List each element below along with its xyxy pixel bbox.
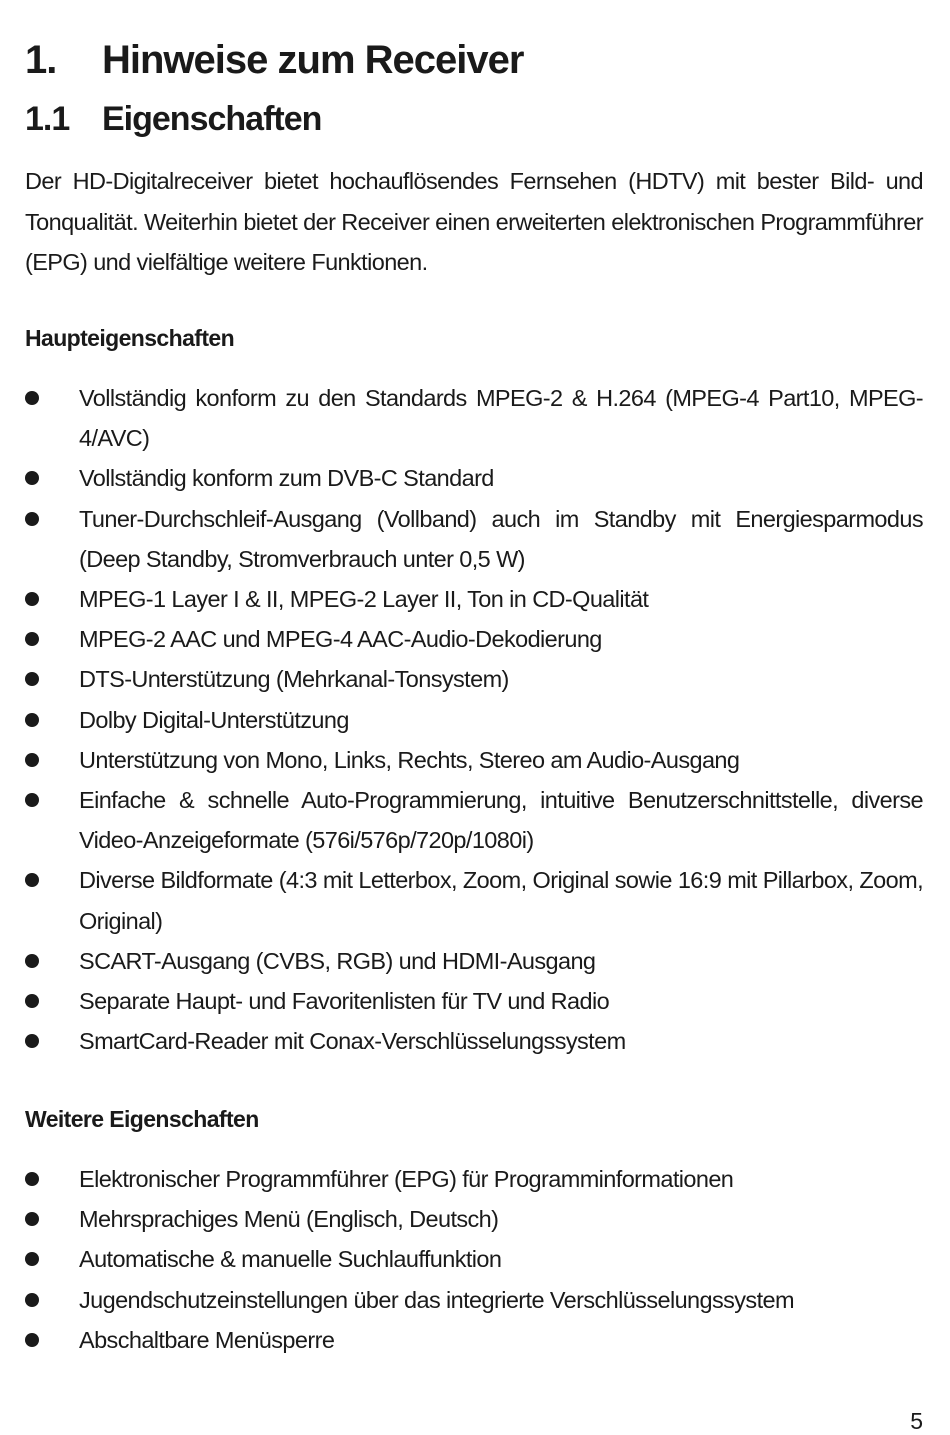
bullet-icon: [25, 1333, 39, 1347]
bullet-icon: [25, 793, 39, 807]
main-features-heading: Haupteigenschaften: [25, 325, 235, 351]
more-features-list: [25, 1159, 923, 1360]
list-item: Vollständig konform zum DVB-C Standard: [25, 458, 923, 498]
more-features-heading: Weitere Eigenschaften: [25, 1106, 259, 1132]
section-title: Eigenschaften: [102, 100, 322, 138]
intro-paragraph: Der HD-Digitalreceiver bietet hochauflösendes Fernsehen (HDTV) mit bester Bild- und Tonqualität. Weiterhin bietet der Receiver einen erweiterten elektronischen Programmführer (EPG) und vielfältige weitere Funktionen.: [25, 168, 923, 275]
bullet-icon: [25, 512, 39, 526]
bullet-icon: [25, 753, 39, 767]
list-item: Vollständig konform zu den Standards MPEG-2 & H.264 (MPEG-4 Part10, MPEG-4/AVC): [25, 378, 923, 458]
list-item: SCART-Ausgang (CVBS, RGB) und HDMI-Ausgang: [25, 941, 923, 981]
list-item: Unterstützung von Mono, Links, Rechts, Stereo am Audio-Ausgang: [25, 740, 923, 780]
list-item: MPEG-1 Layer I & II, MPEG-2 Layer II, Ton in CD-Qualität: [25, 579, 923, 619]
list-item: Dolby Digital-Unterstützung: [25, 700, 923, 740]
chapter-title: Hinweise zum Receiver: [102, 38, 524, 82]
bullet-icon: [25, 592, 39, 606]
bullet-icon: [25, 391, 39, 405]
list-item: Diverse Bildformate (4:3 mit Letterbox, Zoom, Original sowie 16:9 mit Pillarbox, Zoom, Original): [25, 860, 923, 940]
list-item: SmartCard-Reader mit Conax-Verschlüsselungssystem: [25, 1021, 923, 1061]
list-item: Automatische & manuelle Suchlauffunktion: [25, 1239, 923, 1279]
main-features-list: [25, 378, 923, 1061]
list-item: Separate Haupt- und Favoritenlisten für TV und Radio: [25, 981, 923, 1021]
bullet-icon: [25, 954, 39, 968]
list-item: Einfache & schnelle Auto-Programmierung, intuitive Benutzerschnittstelle, diverse Video-Anzeigeformate (576i/576p/720p/1080i): [25, 780, 923, 860]
list-item: Mehrsprachiges Menü (Englisch, Deutsch): [25, 1199, 923, 1239]
bullet-icon: [25, 1172, 39, 1186]
list-item: Abschaltbare Menüsperre: [25, 1320, 923, 1360]
list-item: Elektronischer Programmführer (EPG) für Programminformationen: [25, 1159, 923, 1199]
section-heading: [25, 100, 321, 139]
bullet-icon: [25, 1293, 39, 1307]
bullet-icon: [25, 1252, 39, 1266]
page-number: 5: [910, 1408, 923, 1434]
section-number: 1.1: [25, 100, 70, 138]
list-item: MPEG-2 AAC und MPEG-4 AAC-Audio-Dekodierung: [25, 619, 923, 659]
bullet-icon: [25, 713, 39, 727]
list-item: Jugendschutzeinstellungen über das integrierte Verschlüsselungssystem: [25, 1280, 923, 1320]
bullet-icon: [25, 672, 39, 686]
bullet-icon: [25, 873, 39, 887]
chapter-number: 1.: [25, 38, 57, 82]
list-item: DTS-Unterstützung (Mehrkanal-Tonsystem): [25, 659, 923, 699]
chapter-heading: [25, 38, 523, 83]
bullet-icon: [25, 1212, 39, 1226]
bullet-icon: [25, 632, 39, 646]
bullet-icon: [25, 471, 39, 485]
bullet-icon: [25, 1034, 39, 1048]
list-item: Tuner-Durchschleif-Ausgang (Vollband) auch im Standby mit Energiesparmodus (Deep Standby, Stromverbrauch unter 0,5 W): [25, 499, 923, 579]
bullet-icon: [25, 994, 39, 1008]
